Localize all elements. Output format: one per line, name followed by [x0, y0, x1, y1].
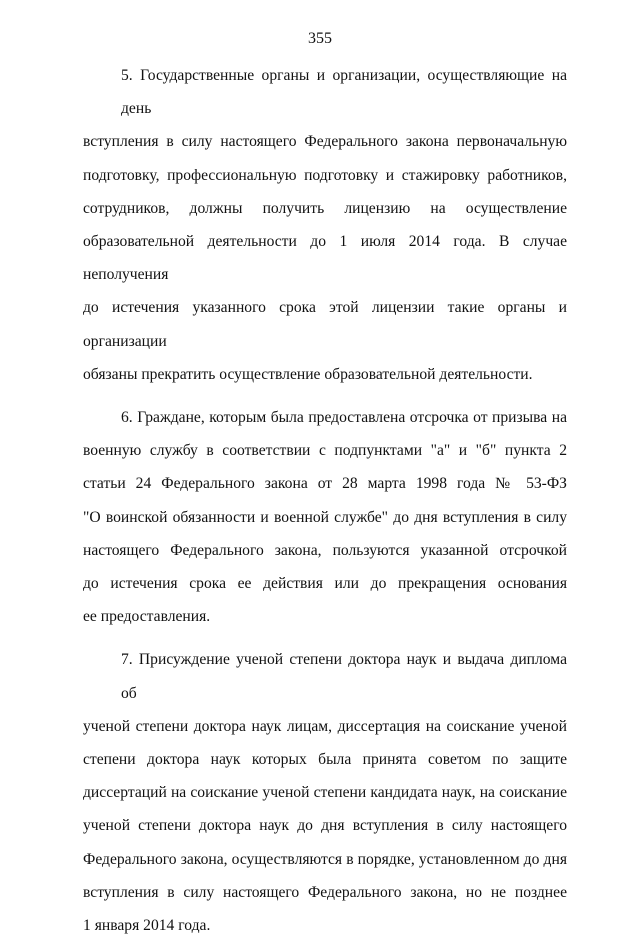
text-line: сотрудников, должны получить лицензию на осуществление: [83, 199, 567, 217]
text-line: военную службу в соответствии с подпунктами "а" и "б" пункта 2: [83, 442, 567, 460]
text-line: ученой степени доктора наук лицам, диссертация на соискание ученой: [83, 717, 567, 735]
text-line: подготовку, профессиональную подготовку и стажировку работников,: [83, 166, 567, 184]
text-line: статьи 24 Федерального закона от 28 марта 1998 года № 53-ФЗ: [83, 475, 567, 493]
paragraph-7: [83, 643, 567, 942]
text-line: 5. Государственные органы и организации, осуществляющие на день: [121, 67, 567, 118]
text-line: 6. Граждане, которым была предоставлена отсрочка от призыва на: [121, 409, 567, 427]
text-line: вступления в силу настоящего Федерального закона первоначальную: [83, 133, 567, 151]
paragraph-6: [83, 401, 567, 633]
text-line: 7. Присуждение ученой степени доктора наук и выдача диплома об: [121, 651, 567, 702]
text-line: ученой степени доктора наук до дня вступления в силу настоящего: [83, 817, 567, 835]
text-line: 1 января 2014 года.: [83, 917, 211, 935]
document-body: [83, 59, 567, 952]
text-line: Федерального закона, осуществляются в порядке, установленном до дня: [83, 850, 567, 868]
paragraph-5: [83, 59, 567, 391]
text-line: ее предоставления.: [83, 608, 211, 626]
text-line: настоящего Федерального закона, пользуются указанной отсрочкой: [83, 541, 567, 559]
text-line: степени доктора наук которых была принята советом по защите: [83, 751, 567, 769]
text-line: диссертаций на соискание ученой степени кандидата наук, на соискание: [83, 784, 567, 802]
text-line: образовательной деятельности до 1 июля 2014 года. В случае неполучения: [83, 233, 567, 284]
page-number: 355: [308, 30, 332, 47]
text-line: обязаны прекратить осуществление образовательной деятельности.: [83, 365, 533, 383]
text-line: "О воинской обязанности и военной службе" до дня вступления в силу: [83, 508, 567, 526]
text-line: до истечения указанного срока этой лицензии такие органы и организации: [83, 299, 567, 350]
text-line: до истечения срока ее действия или до прекращения основания: [83, 575, 567, 593]
text-line: вступления в силу настоящего Федерального закона, но не позднее: [83, 883, 567, 901]
